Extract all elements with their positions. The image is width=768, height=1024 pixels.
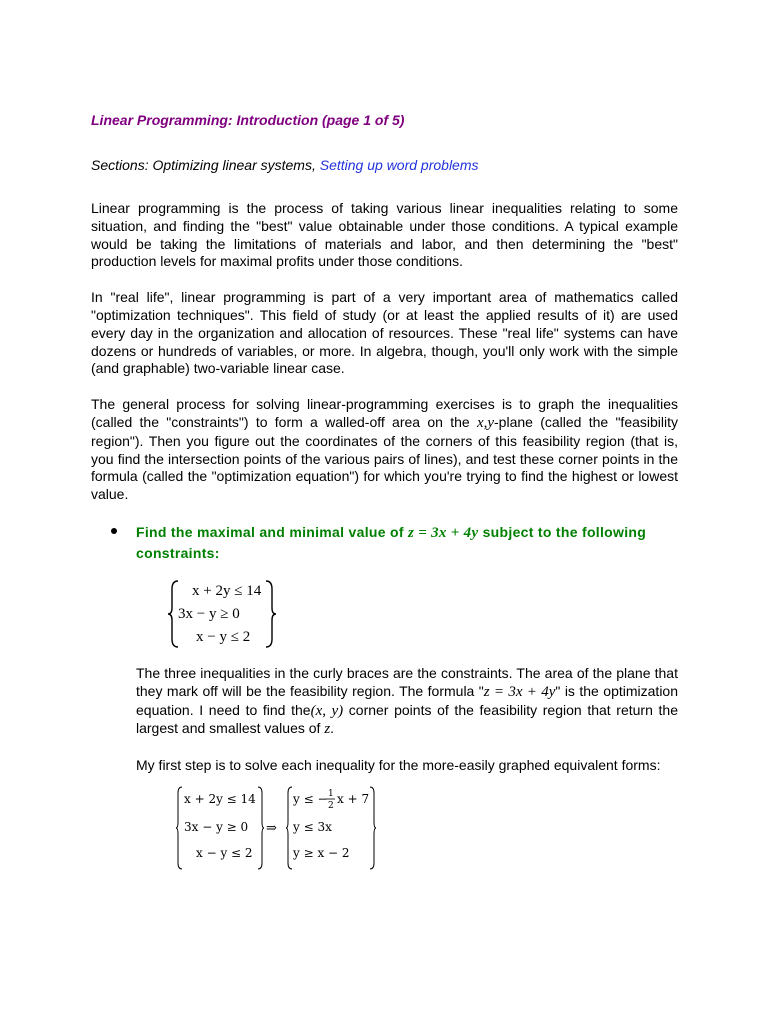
left-ineq-2: 3x − y ≥ 0 [184,819,249,834]
page-title: Linear Programming: Introduction (page 1 of 5) [91,112,405,128]
constraint-3: x − y ≤ 2 [196,628,251,645]
xy-plane-math: x,y [476,414,495,431]
right-brace-icon [258,787,264,869]
right-ineq-1-lhs: y ≤ − [293,791,328,806]
sections-prefix: Sections: Optimizing linear systems, [91,157,320,173]
optimization-equation: z = 3x + 4y [483,683,556,700]
corner-point: (x, y) [310,702,344,719]
example-task: Find the maximal and minimal value of z = 3x + 4y subject to the following constraints: [136,523,647,561]
left-brace-icon [168,581,178,647]
constraint-1: x + 2y ≤ 14 [192,582,262,599]
implies-arrow-icon: ⇒ [266,820,277,836]
sections-line [91,156,678,174]
constraint-2: 3x − y ≥ 0 [178,605,240,622]
right-ineq-2: y ≤ 3x [293,819,332,834]
intro-paragraph: Linear programming is the process of taking various linear inequalities relating to some situation, and finding the "best" value obtainable under those conditions. A typical example would be taking the limitations of materials and labor, and then determining the "best" production levels for maximal profits under those conditions. [91,200,678,270]
right-brace-icon [370,787,376,869]
objective-formula: z = 3x + 4y [408,524,479,541]
left-ineq-1: x + 2y ≤ 14 [184,791,256,806]
z-variable: z [324,721,331,738]
right-brace-icon [266,581,276,647]
first-step-paragraph: My first step is to solve each inequality for the more-easily graphed equivalent forms: [136,757,661,774]
constraints-system [168,579,276,649]
right-ineq-3: y ≥ x − 2 [293,845,350,860]
right-ineq-1-rhs: x + 7 [337,791,370,806]
equivalent-forms-system [176,785,376,871]
example-list-item [91,522,678,563]
real-life-paragraph: In "real life", linear programming is part of a very important area of mathematics called "optimization techniques". This field of study (or at least the applied results of it) are used every day in the organization and allocation of resources. These "real life" systems can have dozens or hundreds of variables, or more. In algebra, though, you'll only work with the simple (and graphable) two-variable linear case. [91,289,678,377]
fraction-denominator: 2 [328,800,334,811]
constraints-explanation: The three inequalities in the curly braces are the constraints. The area of the plane that they mark off will be the feasibility region. The formula "z = 3x + 4y" is the optimization equation. I need to find the(x, y) corner points of the feasibility region that return the largest and smallest values of z. [136,664,678,738]
example-body [91,579,678,871]
setting-up-word-problems-link[interactable]: Setting up word problems [319,157,479,173]
bullet-icon [111,528,117,534]
left-ineq-3: x − y ≤ 2 [196,845,253,860]
left-brace-icon [176,787,182,869]
fraction-numerator: 1 [328,788,334,799]
left-brace-icon [286,787,292,869]
general-process-paragraph: The general process for solving linear-programming exercises is to graph the inequalities (called the "constraints") to form a walled-off area on the x,y-plane (called the "feasibility region"). Then you figure out the coordinates of the corners of this feasibility region (that is, you find the intersection points of the various pairs of lines), and test these corner points in the formula (called the "optimization equation") for which you're trying to find the highest or lowest value. [91,396,679,503]
document-page [91,111,678,871]
